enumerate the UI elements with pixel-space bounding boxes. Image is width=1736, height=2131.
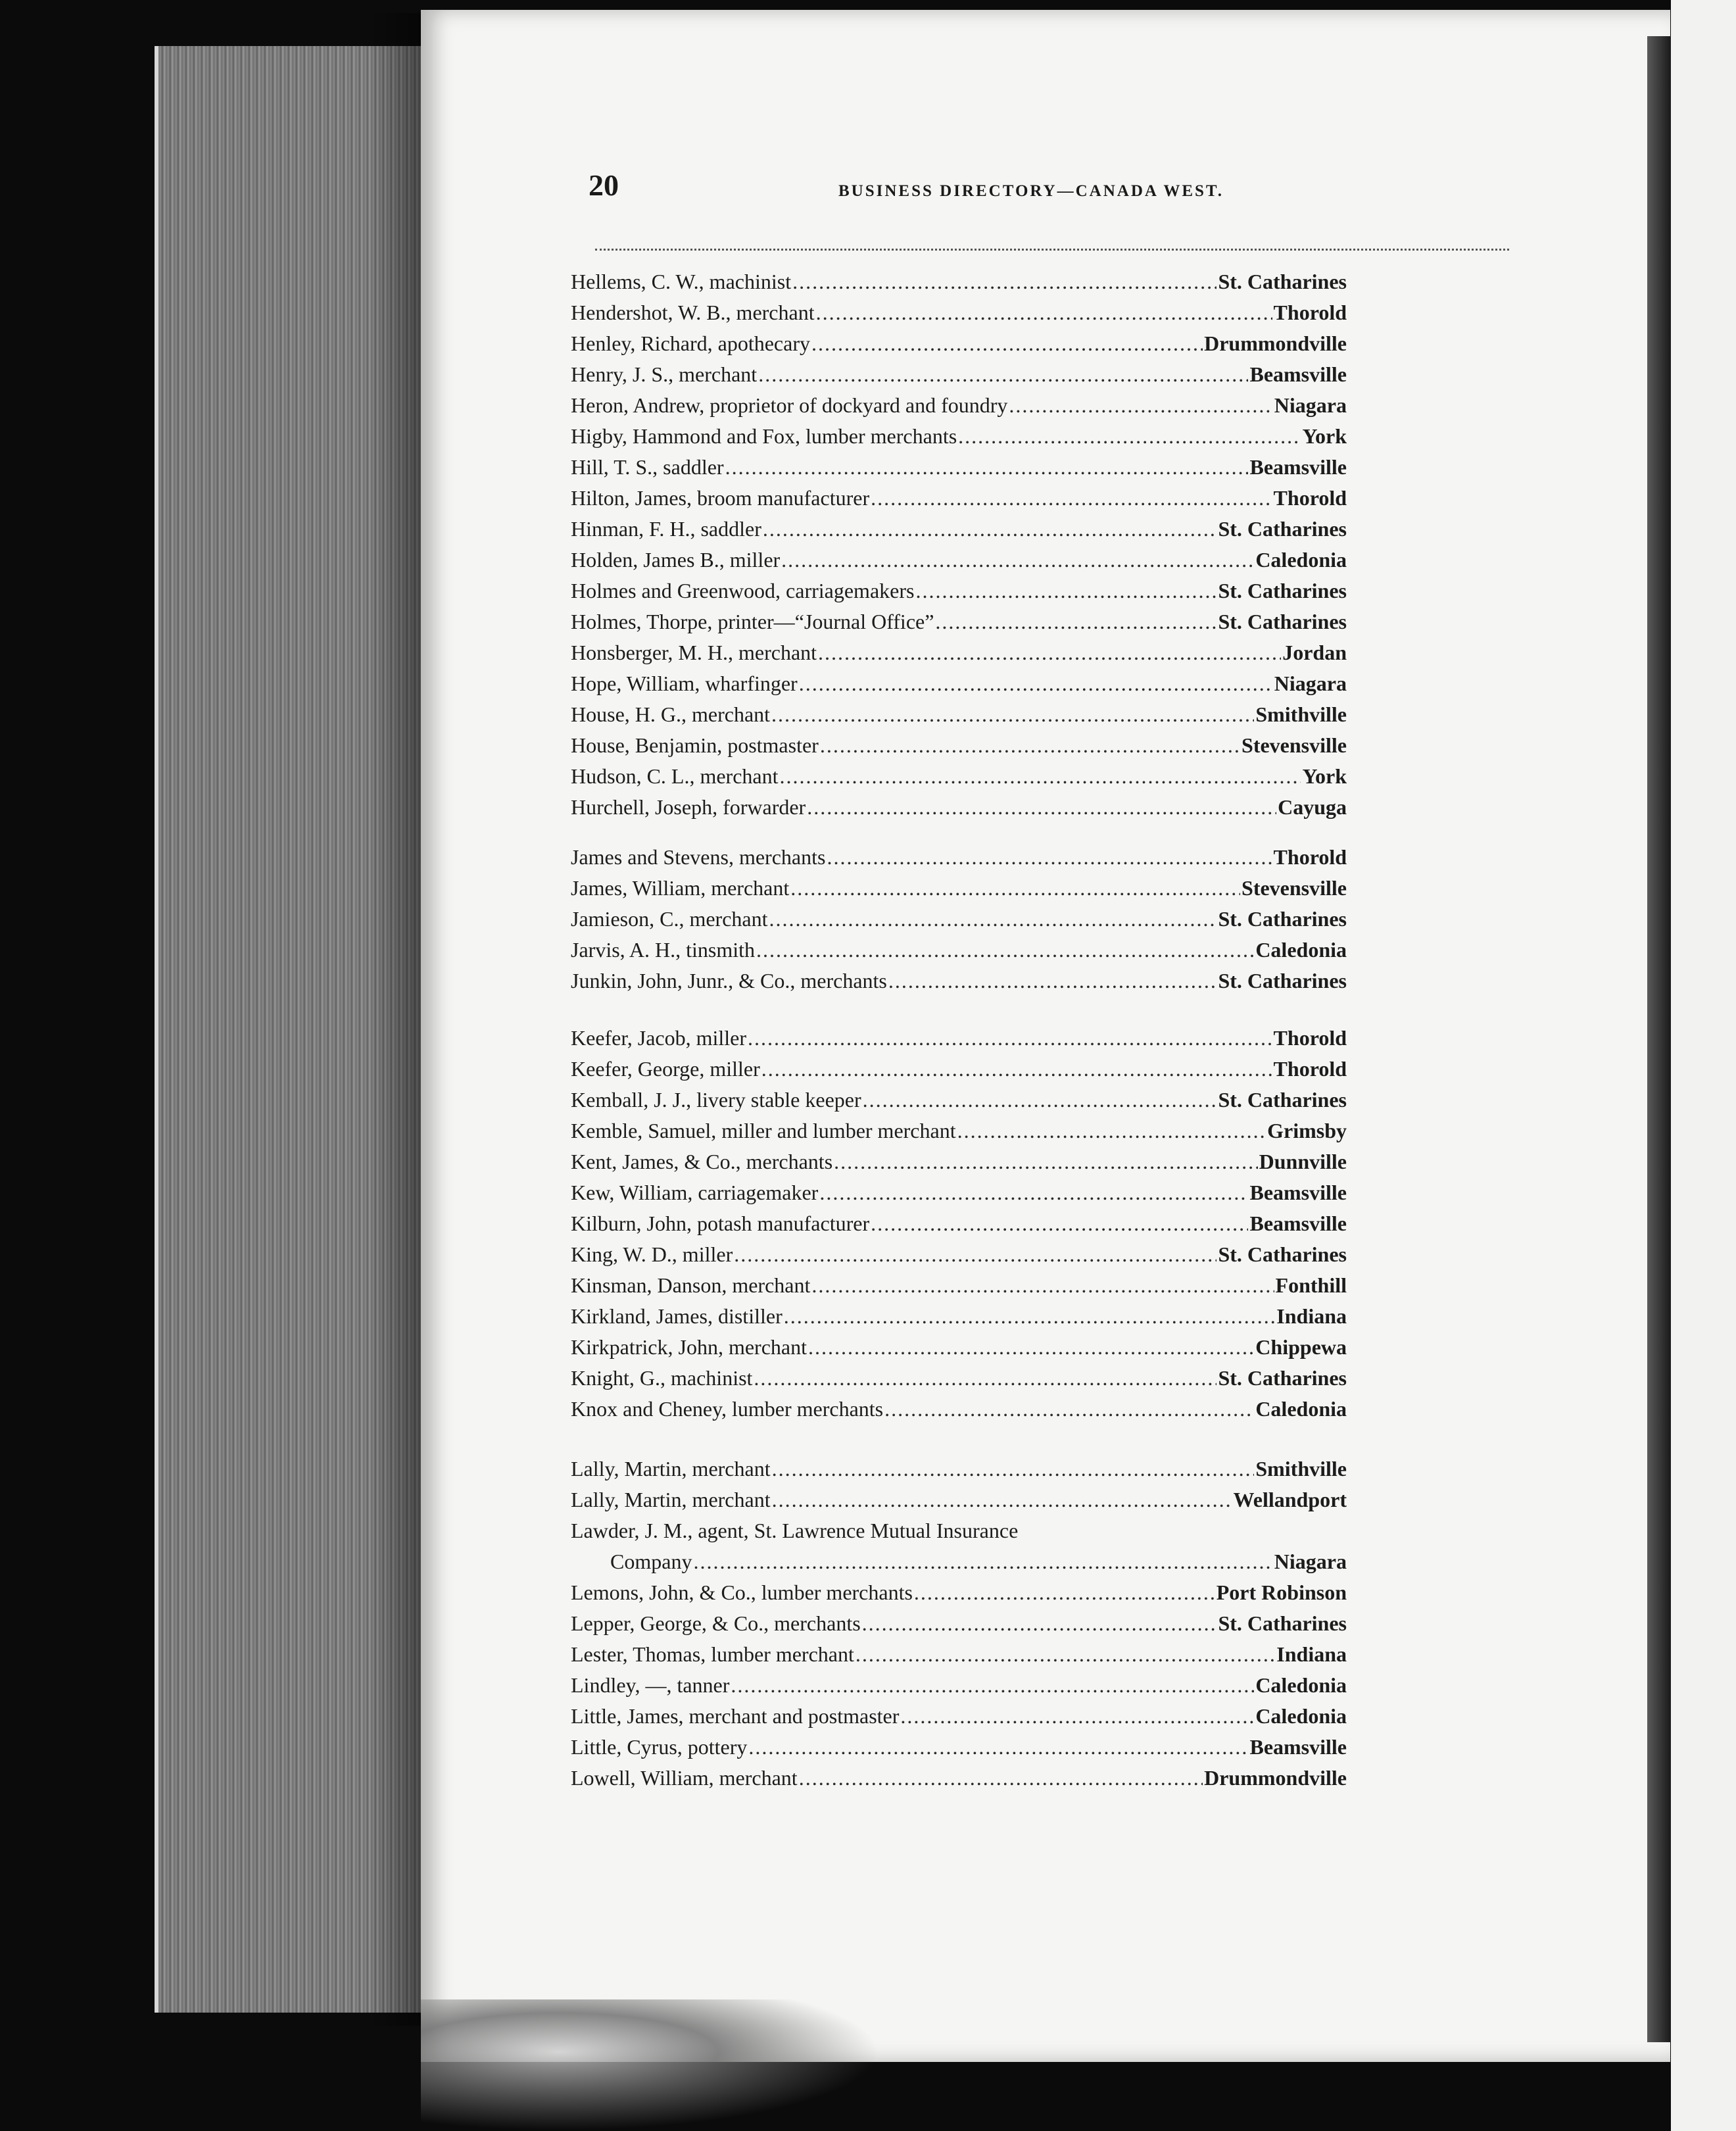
directory-entry [571, 795, 1347, 823]
directory-entry [571, 845, 1347, 873]
leader-dots [834, 1150, 1257, 1174]
entry-name: Kemball, J. J., livery stable keeper [571, 1088, 861, 1112]
entry-name: Lester, Thomas, lumber merchant [571, 1642, 854, 1666]
leader-dots [856, 1642, 1275, 1667]
entry-name: Jarvis, A. H., tinsmith [571, 938, 756, 962]
entry-place: St. Catharines [1218, 579, 1347, 602]
entry-place: Wellandport [1233, 1488, 1347, 1511]
directory-entry [571, 1735, 1347, 1763]
entry-name: Kew, William, carriagemaker [571, 1181, 819, 1204]
entry-name: Company [610, 1550, 692, 1573]
leader-dots [811, 331, 1203, 356]
entry-name: Keefer, Jacob, miller [571, 1026, 747, 1050]
entry-name: Lindley, —, tanner [571, 1673, 730, 1697]
entry-name: Honsberger, M. H., merchant [571, 641, 817, 664]
entry-name: Hilton, James, broom manufacturer [571, 486, 870, 510]
directory-entry [571, 1026, 1347, 1054]
entry-place: York [1302, 764, 1347, 788]
directory-entry-start [571, 1519, 1347, 1546]
directory-entry [571, 1766, 1347, 1794]
entry-name: Hellems, C. W., machinist [571, 270, 792, 293]
leader-dots [771, 702, 1254, 727]
entry-place: Caledonia [1255, 938, 1347, 962]
directory-entry [571, 1457, 1347, 1484]
directory-entry [571, 1704, 1347, 1732]
leader-dots [792, 270, 1217, 294]
entry-name: Holmes, Thorpe, printer—“Journal Office” [571, 610, 934, 633]
entry-name: Heron, Andrew, proprietor of dockyard and foundry [571, 393, 1008, 417]
entry-place: Thorold [1273, 301, 1347, 324]
entry-name: Hendershot, W. B., merchant [571, 301, 815, 324]
directory-entry [571, 393, 1347, 421]
entry-name: James, William, merchant [571, 876, 790, 900]
entry-name: House, H. G., merchant [571, 702, 771, 726]
entry-place: Cayuga [1278, 795, 1347, 819]
leader-dots [935, 610, 1217, 634]
leader-dots [761, 1057, 1272, 1081]
entry-name: Lowell, William, merchant [571, 1766, 798, 1790]
entry-place: Beamsville [1249, 455, 1347, 479]
directory-entry [571, 733, 1347, 761]
entry-place: St. Catharines [1218, 1088, 1347, 1112]
directory-entry [571, 764, 1347, 792]
entry-place: Chippewa [1255, 1335, 1347, 1359]
leader-dots [799, 672, 1273, 696]
leader-dots [914, 1580, 1215, 1605]
entry-place: Stevensville [1242, 876, 1347, 900]
directory-entry [571, 1212, 1347, 1239]
directory-entry [571, 1242, 1347, 1270]
directory-entry [571, 1057, 1347, 1085]
entry-place: Niagara [1274, 1550, 1347, 1573]
directory-entry [571, 1273, 1347, 1301]
entry-place: Port Robinson [1216, 1580, 1347, 1604]
directory-entry [571, 1397, 1347, 1425]
leader-dots [780, 764, 1301, 789]
entry-name: Higby, Hammond and Fox, lumber merchants [571, 424, 957, 448]
directory-entry-continuation [610, 1550, 1347, 1577]
directory-entry [571, 548, 1347, 576]
entry-place: Beamsville [1249, 1212, 1347, 1235]
leader-dots [769, 907, 1217, 931]
leader-dots [819, 1181, 1248, 1205]
running-head: BUSINESS DIRECTORY—CANADA WEST. [838, 182, 1224, 200]
directory-entry [571, 455, 1347, 483]
directory-entry [571, 1366, 1347, 1394]
leader-dots [958, 424, 1301, 449]
entry-name: King, W. D., miller [571, 1242, 733, 1266]
directory-entry [571, 876, 1347, 904]
entry-place: Jordan [1282, 641, 1347, 664]
leader-dots [693, 1550, 1272, 1574]
entry-place: Caledonia [1255, 548, 1347, 572]
entry-place: Beamsville [1249, 1735, 1347, 1759]
directory-entry [571, 517, 1347, 545]
entry-name: Kent, James, & Co., merchants [571, 1150, 833, 1173]
entry-name: Hurchell, Joseph, forwarder [571, 795, 806, 819]
entry-place: Niagara [1274, 393, 1347, 417]
entry-name: Lepper, George, & Co., merchants [571, 1611, 861, 1635]
entry-place: Thorold [1273, 1026, 1347, 1050]
leader-dots [888, 969, 1217, 993]
entry-place: Drummondville [1204, 331, 1347, 355]
entry-name: Jamieson, C., merchant [571, 907, 768, 931]
directory-entry [571, 1488, 1347, 1515]
entry-place: Drummondville [1204, 1766, 1347, 1790]
directory-entry [571, 610, 1347, 637]
leader-dots [871, 1212, 1248, 1236]
leader-dots [731, 1673, 1254, 1698]
directory-entry [571, 1611, 1347, 1639]
entry-name: Little, James, merchant and postmaster [571, 1704, 900, 1728]
leader-dots [734, 1242, 1217, 1267]
entry-place: St. Catharines [1218, 969, 1347, 992]
entry-place: Thorold [1273, 486, 1347, 510]
entry-name: Junkin, John, Junr., & Co., merchants [571, 969, 887, 992]
directory-entry [571, 672, 1347, 699]
directory-entry [571, 969, 1347, 996]
entry-name: Henry, J. S., merchant [571, 362, 758, 386]
directory-entry [571, 641, 1347, 668]
entry-name: Lally, Martin, merchant [571, 1457, 771, 1481]
entry-place: Thorold [1273, 1057, 1347, 1081]
leader-dots [957, 1119, 1266, 1143]
entry-name: Hudson, C. L., merchant [571, 764, 779, 788]
entry-place: Smithville [1255, 1457, 1347, 1481]
entry-place: St. Catharines [1218, 610, 1347, 633]
entry-place: Caledonia [1255, 1673, 1347, 1697]
entry-name: House, Benjamin, postmaster [571, 733, 819, 757]
directory-entry [571, 1673, 1347, 1701]
directory-entry [571, 270, 1347, 297]
entry-place: Caledonia [1255, 1397, 1347, 1421]
entry-name: James and Stevens, merchants [571, 845, 826, 869]
entry-name: Hill, T. S., saddler [571, 455, 724, 479]
entry-place: Caledonia [1255, 1704, 1347, 1728]
entry-place: Fonthill [1275, 1273, 1347, 1297]
entry-place: St. Catharines [1218, 1611, 1347, 1635]
leader-dots [1009, 393, 1272, 418]
entry-name: Keefer, George, miller [571, 1057, 760, 1081]
entry-name: Little, Cyrus, pottery [571, 1735, 748, 1759]
leader-dots [884, 1397, 1254, 1421]
leader-dots [772, 1488, 1232, 1512]
leader-dots [758, 362, 1248, 387]
leader-dots [818, 641, 1281, 665]
entry-place: Niagara [1274, 672, 1347, 695]
directory-entry [571, 1181, 1347, 1208]
directory-entry [571, 424, 1347, 452]
entry-place: St. Catharines [1218, 907, 1347, 931]
entry-place: Beamsville [1249, 1181, 1347, 1204]
directory-entry [571, 486, 1347, 514]
entry-place: Beamsville [1249, 362, 1347, 386]
directory-entry [571, 1150, 1347, 1177]
entry-name: Hinman, F. H., saddler [571, 517, 761, 541]
page-number: 20 [589, 168, 619, 202]
entry-place: St. Catharines [1218, 517, 1347, 541]
entry-place: York [1302, 424, 1347, 448]
directory-entry [571, 301, 1347, 328]
leader-dots [763, 517, 1217, 541]
directory-entry [571, 1642, 1347, 1670]
entry-place: St. Catharines [1218, 1366, 1347, 1390]
entry-place: Stevensville [1242, 733, 1347, 757]
leader-dots [790, 876, 1240, 900]
directory-entry [571, 1580, 1347, 1608]
leader-dots [871, 486, 1272, 510]
leader-dots [781, 548, 1254, 572]
directory-entry [571, 1119, 1347, 1146]
entry-name: Holden, James B., miller [571, 548, 781, 572]
directory-entry [571, 331, 1347, 359]
entry-name: Henley, Richard, apothecary [571, 331, 810, 355]
leader-dots [772, 1457, 1255, 1481]
entry-name: Knox and Cheney, lumber merchants [571, 1397, 884, 1421]
entry-name: Lally, Martin, merchant [571, 1488, 771, 1511]
entry-name: Hope, William, wharfinger [571, 672, 798, 695]
entry-name: Kilburn, John, potash manufacturer [571, 1212, 870, 1235]
directory-entry [571, 1335, 1347, 1363]
leader-dots [784, 1304, 1276, 1329]
directory-entry [571, 938, 1347, 966]
directory-entry [571, 362, 1347, 390]
entry-place: St. Catharines [1218, 1242, 1347, 1266]
entry-place: Indiana [1276, 1642, 1347, 1666]
entry-name: Lawder, J. M., agent, St. Lawrence Mutual Insurance [571, 1519, 1019, 1542]
entry-name: Knight, G., machinist [571, 1366, 753, 1390]
leader-dots [799, 1766, 1203, 1790]
leader-dots [748, 1735, 1248, 1759]
directory-entry [571, 907, 1347, 935]
directory-entry [571, 702, 1347, 730]
entry-place: St. Catharines [1218, 270, 1347, 293]
entry-name: Kemble, Samuel, miller and lumber merchant [571, 1119, 956, 1142]
leader-dots [827, 845, 1272, 870]
leader-dots [807, 795, 1276, 820]
entry-name: Holmes and Greenwood, carriagemakers [571, 579, 915, 602]
leader-dots [900, 1704, 1254, 1728]
entry-name: Kinsman, Danson, merchant [571, 1273, 811, 1297]
directory-entry [571, 579, 1347, 606]
directory-entry [571, 1304, 1347, 1332]
leader-dots [725, 455, 1249, 479]
entry-place: Indiana [1276, 1304, 1347, 1328]
leader-dots [863, 1088, 1217, 1112]
directory-entry [571, 1088, 1347, 1115]
entry-name: Lemons, John, & Co., lumber merchants [571, 1580, 913, 1604]
leader-dots [756, 938, 1254, 962]
leader-dots [915, 579, 1217, 603]
leader-dots [754, 1366, 1217, 1390]
leader-dots [811, 1273, 1274, 1298]
entry-name: Kirkpatrick, John, merchant [571, 1335, 807, 1359]
leader-dots [820, 733, 1240, 758]
entry-name: Kirkland, James, distiller [571, 1304, 783, 1328]
leader-dots [808, 1335, 1254, 1359]
entry-place: Smithville [1255, 702, 1347, 726]
entry-place: Grimsby [1267, 1119, 1347, 1142]
entry-place: Dunnville [1259, 1150, 1347, 1173]
leader-dots [816, 301, 1272, 325]
leader-dots [862, 1611, 1217, 1636]
entry-place: Thorold [1273, 845, 1347, 869]
leader-dots [748, 1026, 1272, 1050]
